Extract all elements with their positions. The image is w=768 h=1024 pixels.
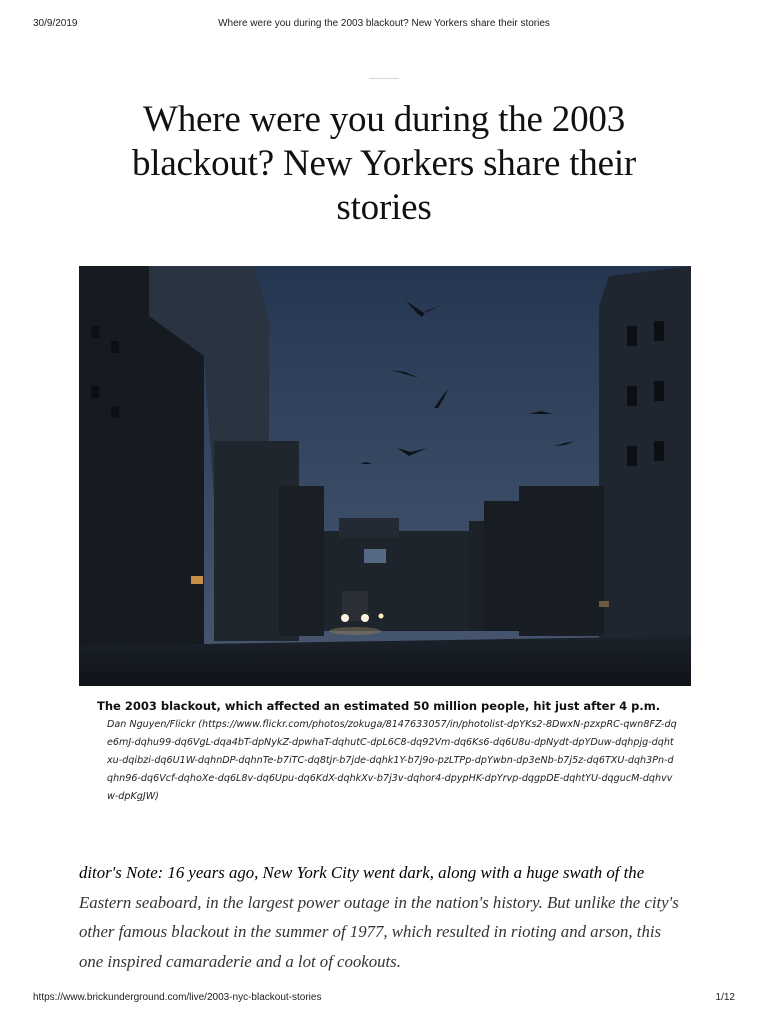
article-lead: ditor's Note: 16 years ago, New York City went dark, along with a huge swath of the [79, 863, 645, 882]
print-url: https://www.brickunderground.com/live/2003-nyc-blackout-stories [33, 992, 322, 1003]
title-divider [369, 78, 399, 79]
night-street-photo-icon [79, 266, 691, 686]
photo-caption [97, 698, 677, 806]
print-date: 30/9/2019 [33, 18, 78, 29]
photo-credit: Dan Nguyen/Flickr (https://www.flickr.com/photos/zokuga/8147633057/in/photolist-dpYKs2-8DwxN-pzxpRC-qwn8FZ-dqe6mJ-dqhu99-dq6VgL-dqa4bT-dpNykZ-dpwhaT-dqhutC-dpL6C8-dq92Vm-dq6Ks6-dq6U8u-dpNydt-dpYDuw-dqhpjg-dqhtxu-dqibzi-dq6U1W-dqhnDP-dqhnTe-b7iTC-dq8tjr-b7jde-dqhk1Y-b7j9o-pzLTPp-dpYwbn-dp3eNb-b7j5z-dq6TXU-dqh3Pn-dqhn96-dq6Vcf-dqhoXe-dq6L8v-dq6Upu-dq6KdX-dqhkXv-b7j3v-dqhor4-dpypHK-dpYrvp-dqgpDE-dqhtYU-dqgucM-dqhvvw-dpKgJW) [107, 719, 677, 802]
page-number: 1/12 [715, 992, 735, 1003]
article-headline: Where were you during the 2003 blackout? New Yorkers share their stories [131, 99, 637, 228]
article-body [79, 858, 679, 976]
article-body-rest: Eastern seaboard, in the largest power outage in the nation's history. But unlike the city's other famous blackout in the summer of 1977, which resulted in rioting and arson, this one inspired camaraderie and a lot of cookouts. [79, 892, 679, 971]
caption-text: The 2003 blackout, which affected an estimated 50 million people, hit just after 4 p.m. [97, 699, 661, 713]
article-photo [79, 266, 691, 686]
print-title: Where were you during the 2003 blackout? New Yorkers share their stories [218, 18, 550, 29]
